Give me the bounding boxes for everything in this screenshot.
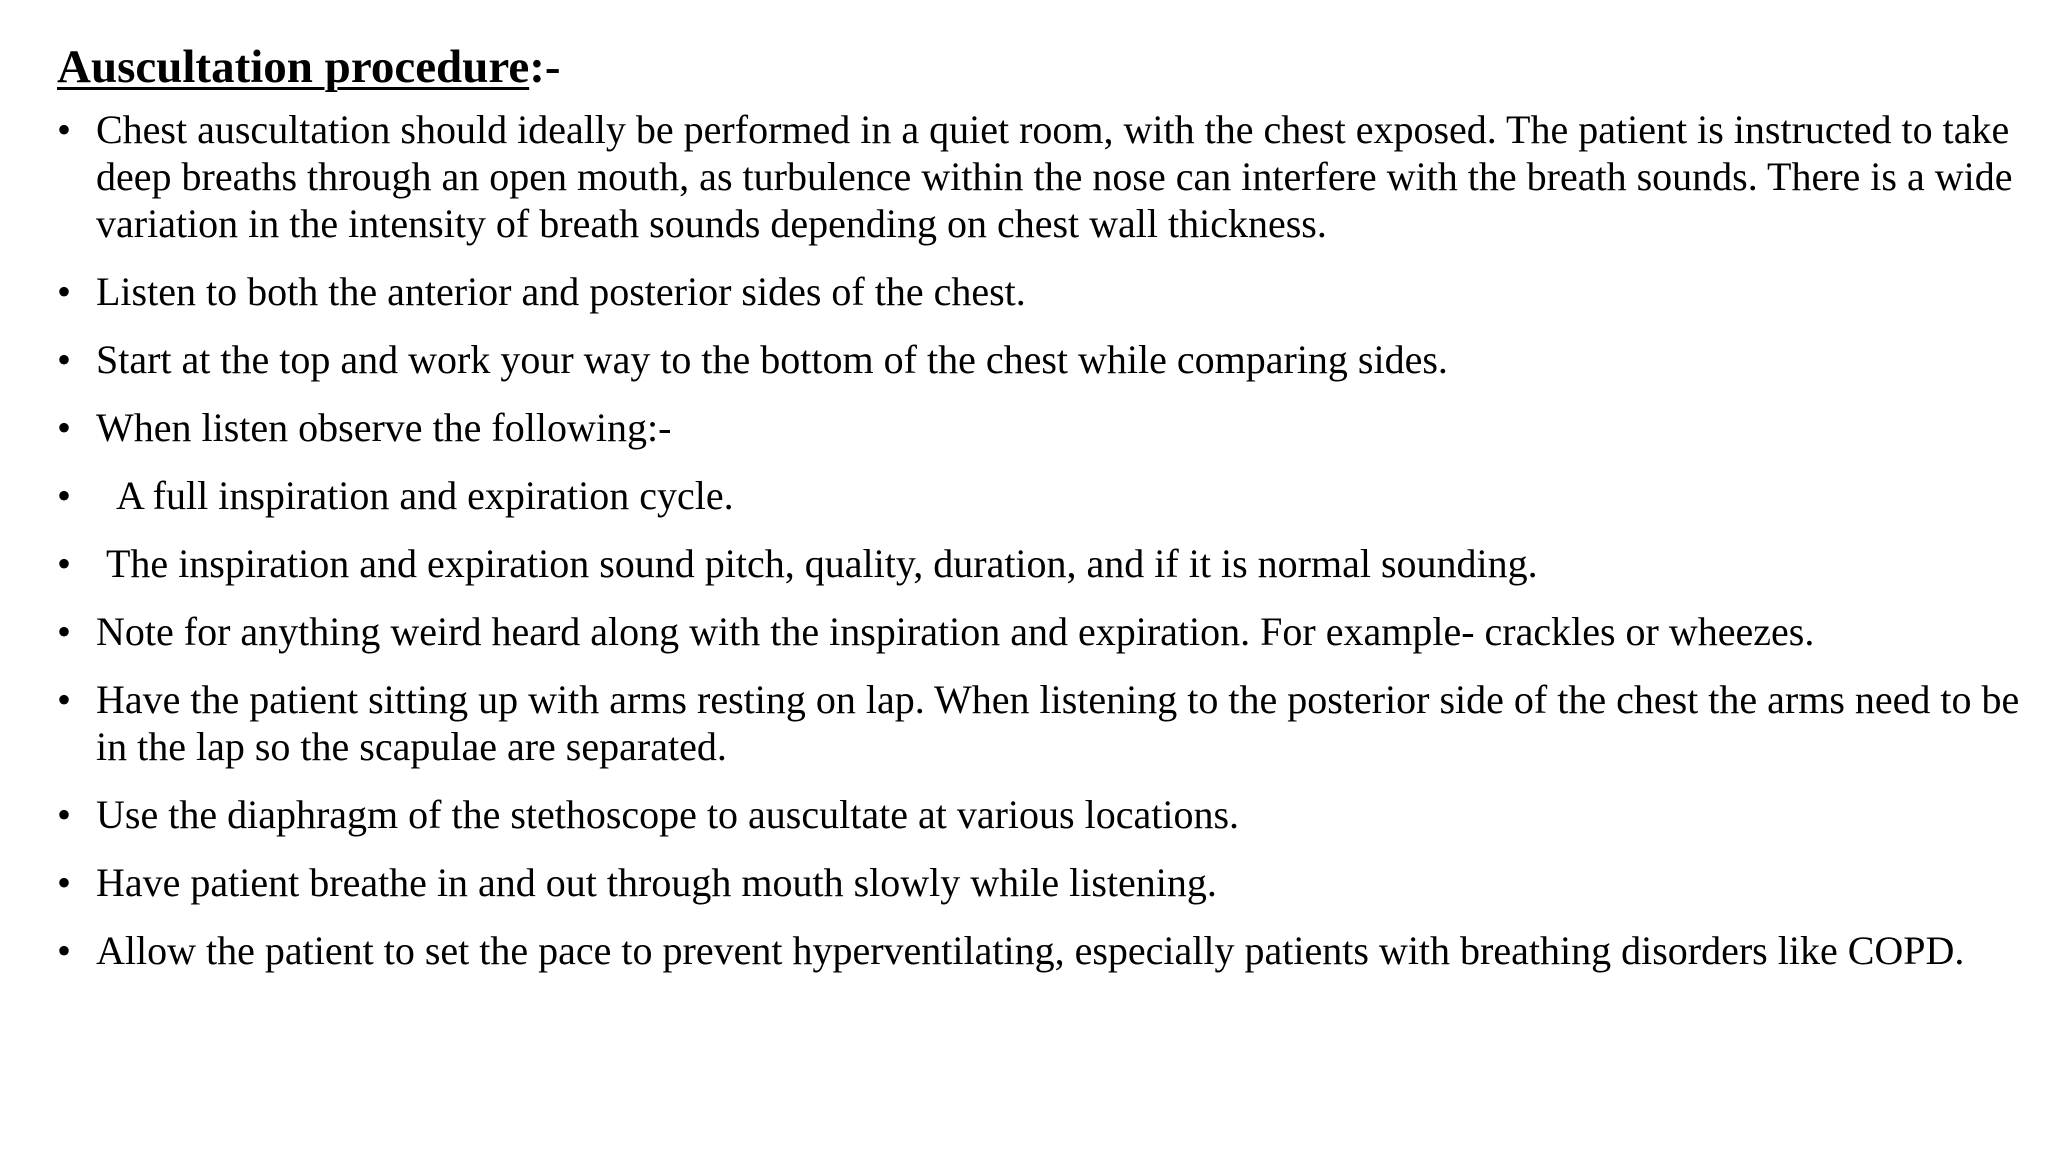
- list-item: [57, 472, 2027, 519]
- bullet-icon: •: [57, 107, 72, 152]
- list-item: [57, 608, 2027, 655]
- list-item: [57, 336, 2027, 383]
- slide-content: [57, 38, 2027, 995]
- bullet-icon: •: [57, 860, 72, 905]
- list-item-text: A full inspiration and expiration cycle.: [96, 473, 734, 518]
- bullet-icon: •: [57, 337, 72, 382]
- bullet-icon: •: [57, 928, 72, 973]
- list-item: [57, 927, 2027, 974]
- bullet-icon: •: [57, 405, 72, 450]
- list-item-text: Allow the patient to set the pace to prevent hyperventilating, especially patients with breathing disorders like COPD.: [96, 928, 1965, 973]
- list-item-text: Listen to both the anterior and posterior sides of the chest.: [96, 269, 1026, 314]
- list-item-text: When listen observe the following:-: [96, 405, 672, 450]
- list-item-text: Have the patient sitting up with arms resting on lap. When listening to the posterior side of the chest the arms need to be in the lap so the scapulae are separated.: [96, 677, 2020, 769]
- list-item-text: The inspiration and expiration sound pitch, quality, duration, and if it is normal sounding.: [96, 541, 1538, 586]
- list-item: [57, 859, 2027, 906]
- list-item: [57, 540, 2027, 587]
- list-item: [57, 268, 2027, 315]
- list-item-text: Chest auscultation should ideally be performed in a quiet room, with the chest exposed. The patient is instructed to take deep breaths through an open mouth, as turbulence within the nose can interfere with the breath sounds. There is a wide variation in the intensity of breath sounds depending on chest wall thickness.: [96, 107, 2013, 246]
- list-item-text: Start at the top and work your way to the bottom of the chest while comparing sides.: [96, 337, 1448, 382]
- list-item: [57, 404, 2027, 451]
- list-item: [57, 791, 2027, 838]
- slide-title-suffix: :-: [529, 41, 561, 93]
- list-item: [57, 676, 2027, 770]
- slide-title: [57, 38, 2027, 96]
- slide-title-text: Auscultation procedure: [57, 41, 530, 93]
- bullet-list: [57, 106, 2027, 974]
- bullet-icon: •: [57, 473, 72, 518]
- bullet-icon: •: [57, 609, 72, 654]
- bullet-icon: •: [57, 269, 72, 314]
- bullet-icon: •: [57, 792, 72, 837]
- list-item-text: Have patient breathe in and out through mouth slowly while listening.: [96, 860, 1217, 905]
- list-item: [57, 106, 2027, 247]
- bullet-icon: •: [57, 541, 72, 586]
- list-item-text: Use the diaphragm of the stethoscope to auscultate at various locations.: [96, 792, 1240, 837]
- bullet-icon: •: [57, 677, 72, 722]
- list-item-text: Note for anything weird heard along with the inspiration and expiration. For example- crackles or wheezes.: [96, 609, 1815, 654]
